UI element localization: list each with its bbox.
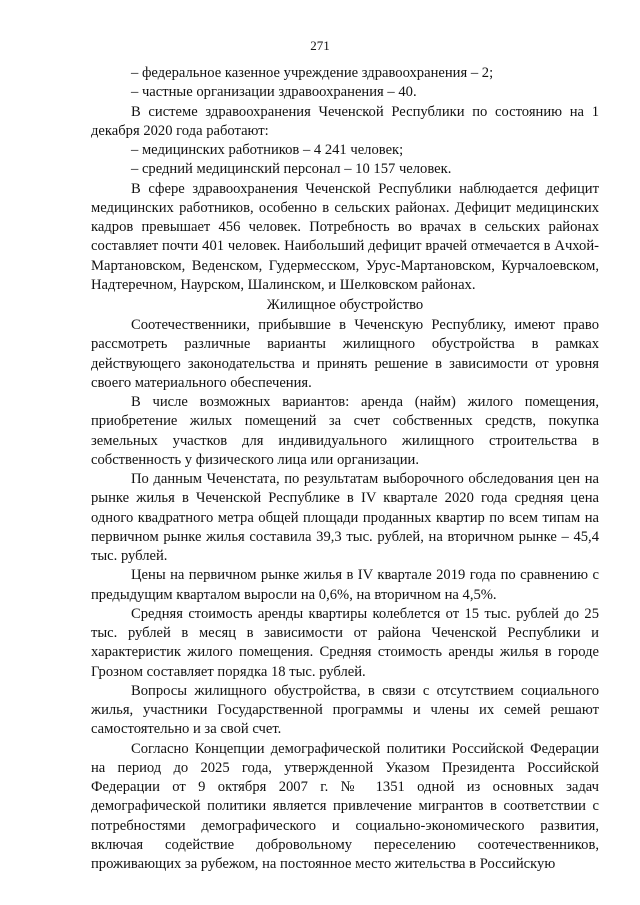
paragraph: Цены на первичном рынке жилья в IV квартале 2019 года по сравнению с предыдущим кварталом выросли на 0,6%, на вторичном на 4,5%.: [91, 567, 599, 603]
paragraph: В сфере здравоохранения Чеченской Республики наблюдается дефицит медицинских работников, особенно в сельских районах. Дефицит медицинских кадров превышает 456 человек. Потребность во врачах в сельских районах составляет почти 401 человек. Наибольший дефицит врачей отмечается в Ачхой-Мартановском, Веденском, Гудермесском, Урус-Мартановском, Курчалоевском, Надтеречном, Наурском, Шалинском, и Шелковском районах.: [91, 180, 599, 293]
document-body: [91, 64, 599, 874]
paragraph: – федеральное казенное учреждение здравоохранения – 2;: [131, 65, 494, 81]
paragraph: – средний медицинский персонал – 10 157 человек.: [131, 161, 452, 178]
section-heading: Жилищное обустройство: [266, 297, 424, 313]
paragraph: В системе здравоохранения Чеченской Республики по состоянию на 1 декабря 2020 года работают:: [91, 103, 599, 139]
paragraph: Вопросы жилищного обустройства, в связи с отсутствием социального жилья, участники Государственной программы и члены их семей решают самостоятельно и за свой счет.: [91, 682, 599, 738]
paragraph: Согласно Концепции демографической политики Российской Федерации на период до 2025 года, утвержденной Указом Президента Российской Федерации от 9 октября 2007 г. № 1351 одной из основных задач демографической политики является привлечение мигрантов в соответствии с потребностями демографического и социально-экономического развития, включая содействие добровольному переселению соотечественников, проживающих за рубежом, на постоянное место жительства в Российскую: [91, 740, 599, 872]
paragraph: – медицинских работников – 4 241 человек;: [131, 142, 404, 158]
page-number: 271: [310, 38, 330, 53]
paragraph: – частные организации здравоохранения – 40.: [131, 84, 417, 101]
paragraph: Средняя стоимость аренды квартиры колеблется от 15 тыс. рублей до 25 тыс. рублей в месяц в зависимости от района Чеченской Республики и характеристик жилого помещения. Средняя стоимость аренды жилья в городе Грозном составляет порядка 18 тыс. рублей.: [91, 605, 599, 680]
paragraph: Соотечественники, прибывшие в Чеченскую Республику, имеют право рассмотреть различные варианты жилищного обустройства в рамках действующего законодательства и принять решение в зависимости от уровня своего материального обеспечения.: [91, 317, 599, 391]
paragraph: В числе возможных вариантов: аренда (найм) жилого помещения, приобретение жилых помещений за счет собственных средств, покупка земельных участков для индивидуального жилищного строительства в собственность у физического лица или организации.: [91, 394, 599, 468]
paragraph: По данным Чеченстата, по результатам выборочного обследования цен на рынке жилья в Чеченской Республике в IV квартале 2020 года средняя цена одного квадратного метра общей площади проданных квартир по всем типам на первичном рынке жилья составила 39,3 тыс. рублей, на вторичном рынке – 45,4 тыс. рублей.: [91, 471, 599, 564]
